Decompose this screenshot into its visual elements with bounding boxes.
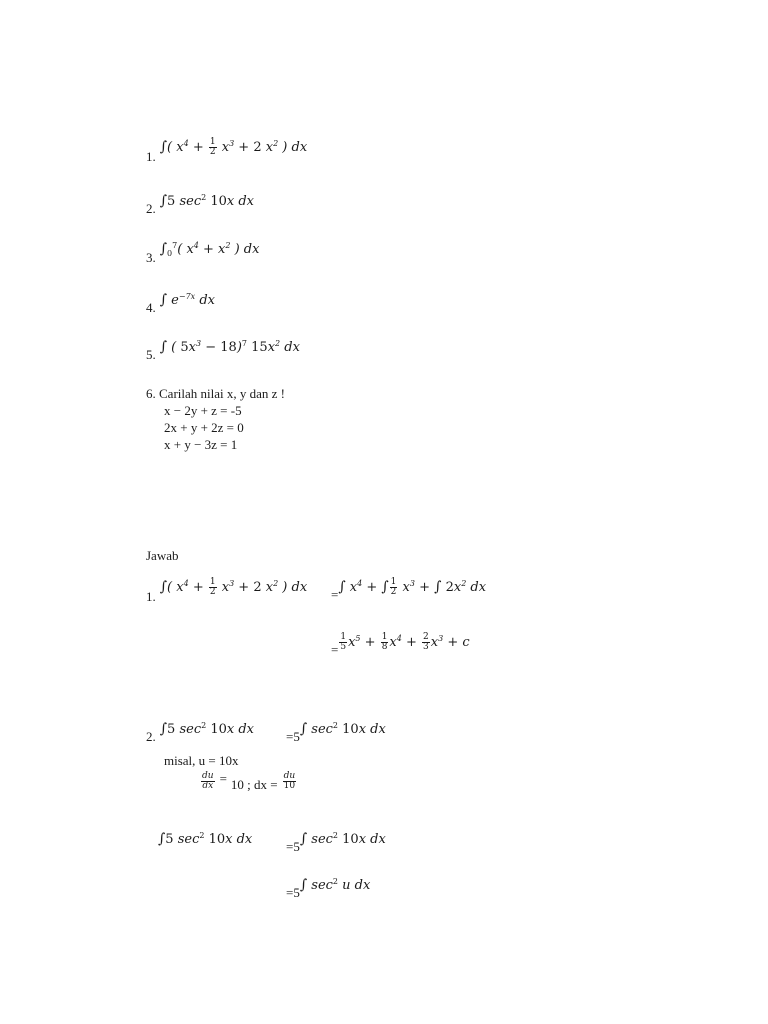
question-number: 4. [146,300,156,315]
answer-2-step-3 [286,876,371,900]
integral-expression: ∫ $\sec^2 10x$ dx [299,831,386,847]
question-3 [146,240,260,265]
answer-2-rewrite [158,830,252,848]
question-number: 5. [146,347,156,362]
equals-sign: = [331,642,339,657]
answer-number: 1. [146,589,156,604]
integral-expression: ∫5 $\sec^2 10x$ dx [159,721,255,737]
ten-dx-text: 10 ; dx = [230,777,278,793]
answer-2-step-1 [286,720,386,744]
integral-expression: ∫5 $\sec^2 10x$ dx [158,831,253,847]
equals-five: =5 [286,885,300,900]
integral-expression: ∫( $x^4$ + $\frac{1}{2}$ $x^3 + 2$ $x^2$ ) dx [159,137,308,157]
integral-expression: ∫ ( $5x^3 - 18)^7$ $15x^2$ dx [159,339,300,355]
substitution-line: misal, u = 10x [164,753,239,768]
integral-expression: ∫ $x^4$ + ∫ $\frac{1}{2}$ $x^3$ + ∫ $2x^2$ dx [338,577,487,597]
answer-1 [146,577,308,604]
question-number: 2. [146,201,156,216]
integral-expression: ∫5 $\sec^2 10x$ dx [159,193,255,209]
question-5 [146,338,300,362]
answer-1-step-1 [331,577,487,602]
answer-2-step-2 [286,830,386,854]
du-over-10: $\frac{du}{10}$ [283,771,296,791]
integral-expression: ∫ $\sec^2 10x$ dx [299,721,386,737]
question-4 [146,291,215,315]
answer-2 [146,720,255,744]
equals-five: =5 [286,729,300,744]
equals-sign: = [219,771,227,787]
equals-five: =5 [286,839,300,854]
equals-sign: = [331,587,339,602]
result-expression: $\frac{1}{5}$ $x^5$ + $\frac{1}{8}$ $x^4$ + $\frac{2}{3}$ $x^3 + c$ [340,632,470,652]
question-1 [146,137,308,164]
integral-expression: ∫ $\sec^2 u$ dx [299,877,371,893]
derivative-line [200,772,297,791]
equation-1: x − 2y + z = -5 [164,403,242,418]
answer-number: 2. [146,729,156,744]
question-2 [146,192,255,216]
integral-expression: $\int_0^7$( $x^4 + x^2$ ) dx [159,241,260,258]
du-over-dx: $\frac{du}{dx}$ [202,771,214,791]
answer-heading: Jawab [146,548,179,563]
question-number: 3. [146,250,156,265]
equation-3: x + y − 3z = 1 [164,437,238,452]
equation-2: 2x + y + 2z = 0 [164,420,244,435]
answer-1-step-2 [331,632,470,657]
question-6-title: 6. Carilah nilai x, y dan z ! [146,386,285,401]
integral-expression: ∫( $x^4$ + $\frac{1}{2}$ $x^3 + 2$ $x^2$ ) dx [159,577,308,597]
question-number: 1. [146,149,156,164]
integral-expression: ∫ $e^{-7x}$ dx [159,292,215,308]
